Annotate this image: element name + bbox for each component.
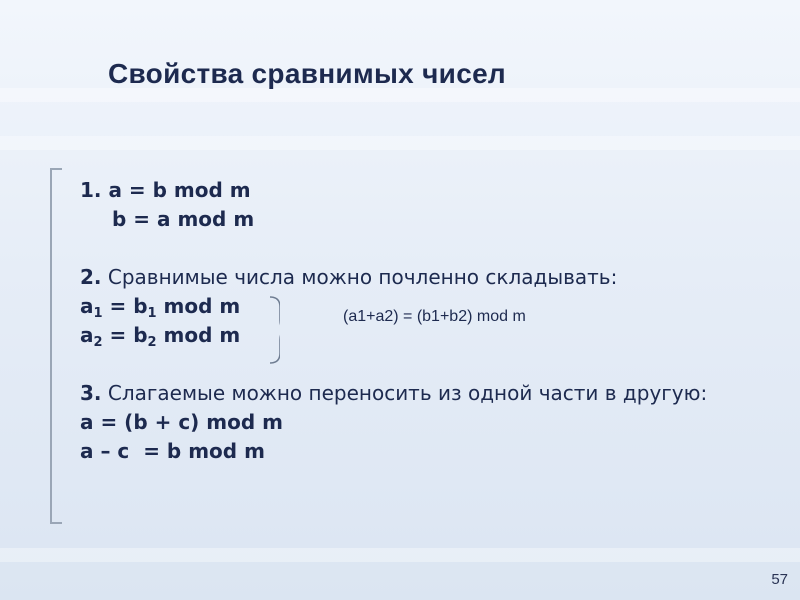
property-2-text: Сравнимые числа можно почленно складывать: xyxy=(101,265,618,289)
background-stripe xyxy=(0,88,800,102)
background-stripe xyxy=(0,136,800,150)
property-1-line-2: b = a mod m xyxy=(112,207,255,231)
sum-formula: (a1+a2) = (b1+b2) mod m xyxy=(343,308,526,325)
property-2-equation-2: $a_2 = b_2$ mod m xyxy=(80,323,241,350)
left-bracket xyxy=(50,168,62,524)
property-2-equation-1: $a_1 = b_1$ mod m xyxy=(80,294,241,321)
background-stripe xyxy=(0,548,800,562)
property-3-heading xyxy=(80,379,770,408)
property-3-text: Слагаемые можно переносить из одной части в другую: xyxy=(101,381,708,405)
property-2-heading xyxy=(80,263,770,292)
property-3-equation-2: a – c = b mod m xyxy=(80,439,265,463)
slide-title: Свойства сравнимых чисел xyxy=(108,58,507,89)
property-3-equation-1: a = (b + c) mod m xyxy=(80,410,283,434)
property-1-line-1: 1. a = b mod m xyxy=(80,178,251,202)
property-2-number: 2. xyxy=(80,265,102,289)
property-3-number: 3. xyxy=(80,381,102,405)
page-number: 57 xyxy=(771,571,788,588)
curly-brace-icon xyxy=(210,296,280,366)
